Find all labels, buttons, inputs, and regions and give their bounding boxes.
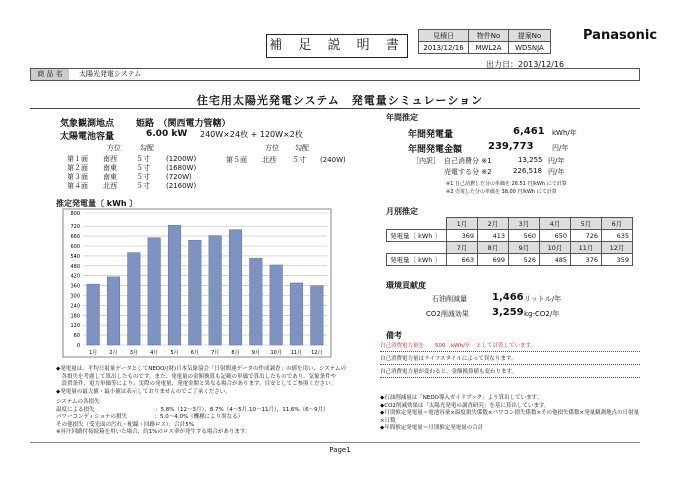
capacity-value: 6.00 kW xyxy=(146,129,188,139)
x-tick-label: 9月 xyxy=(251,350,260,356)
chart-title: 推定発電量〔 kWh 〕 xyxy=(56,199,138,208)
oil-unit: リットル/年 xyxy=(524,295,562,303)
sell-unit: 円/年 xyxy=(548,168,565,176)
co2-label: CO2削減効果 xyxy=(426,310,469,318)
y-tick-label: 180 xyxy=(70,313,80,320)
meta-value: MWL2A xyxy=(469,42,509,54)
meta-value: WDSNJA xyxy=(509,42,551,54)
y-tick-label: 240 xyxy=(70,303,80,310)
bar xyxy=(107,277,120,345)
x-tick-label: 3月 xyxy=(129,350,138,356)
bar xyxy=(128,253,141,345)
oil-value: 1,466 xyxy=(492,292,524,303)
meta-header: 物件No xyxy=(469,30,509,42)
remark-line: 自己消費電力量を 500 kWh/年 として計算しています。 xyxy=(380,340,640,352)
x-tick-label: 12月 xyxy=(311,350,323,356)
remarks-section-title: 備考 xyxy=(386,331,402,340)
annual-gen-unit: kWh/年 xyxy=(552,129,577,137)
product-row xyxy=(30,68,640,81)
breakdown-label: ［内訳］ xyxy=(412,157,440,165)
y-tick-label: 600 xyxy=(70,244,80,250)
meta-value: 2013/12/16 xyxy=(419,42,469,54)
footer-divider xyxy=(30,442,640,443)
face-row: 第２面 南東 ５寸 (1680W) xyxy=(67,164,197,172)
product-value: 太陽光発電システム xyxy=(79,70,142,78)
co2-value: 3,259 xyxy=(492,307,524,318)
co2-unit: kg-CO2/年 xyxy=(524,310,560,318)
face-row: 第３面 南東 ５寸 (720W) xyxy=(67,173,192,181)
annual-money-unit: 円/年 xyxy=(552,144,569,152)
meta-header: 提案No xyxy=(509,30,551,42)
y-tick-label: 420 xyxy=(70,273,80,280)
annual-money-label: 年間発電金額 xyxy=(408,145,463,155)
y-tick-label: 300 xyxy=(70,293,80,300)
bar xyxy=(148,238,161,345)
annual-gen-value: 6,461 xyxy=(513,126,545,137)
env-section-title: 環境貢献度 xyxy=(386,281,426,290)
bar xyxy=(209,236,222,345)
footnotes-left: ◆発電量は、平均日射量データとしてNEDO/(財)日本気象協会「日射関連データの作成調査」の値を用い、システムの 各損失を考慮して算出したものです。また、発電量の金額換算も記載の単価で算出したものであり、気象条件や 設置条件、電力単価等により、実際の発電量、発電金額と異なる場合があります。目安としてご参照ください。 ◆発電量の最大値・最小値は表示しておりませんのでご了承ください。 システムの各損失 温度による損失 ：5.8%（12〜3月），8.7%（4〜5月,10〜11月），11.6%（6〜9月） パワーコンディショナの損失 ：5.0〜4.0%（機種により異なる） その他損失（受光面の汚れ・配線・回路ロス）：合計5% ※昇圧回路付接続箱を用いた場合、約1%のロス率が発生する場合があります。 xyxy=(56,366,346,435)
remark-line: 自己消費電力量はライフスタイルによって異なります。 xyxy=(380,353,640,365)
page-number: Page1 xyxy=(329,446,351,454)
row-label: 発電量〔 kWh 〕 xyxy=(387,230,447,242)
bar xyxy=(229,230,242,345)
capacity-detail: 240W×24枚 + 120W×2枚 xyxy=(200,130,303,139)
station-value: 姫路 （関西電力管轄） xyxy=(136,119,231,129)
col-direction: 方位 xyxy=(265,144,279,152)
bar xyxy=(290,283,303,345)
annual-money-value: 239,773 xyxy=(488,141,534,152)
issue-date: 出力日：2013/12/16 xyxy=(486,60,565,69)
y-tick-label: 720 xyxy=(70,224,80,231)
face-row: 第４面 北西 ５寸 (2160W) xyxy=(67,182,197,190)
col-direction: 方位 xyxy=(107,144,121,152)
remark-line: 自己消費電力量が変わると、金額換算値も変わります。 xyxy=(380,366,640,378)
meta-table xyxy=(418,29,551,54)
x-tick-label: 8月 xyxy=(231,350,240,356)
product-label: 商 品 名 xyxy=(31,69,69,80)
bar xyxy=(270,265,283,345)
face-row: 第１面 南西 ５寸 (1200W) xyxy=(67,155,197,163)
face-row-5: 第５面 北西 ５寸 (240W) xyxy=(226,156,346,164)
y-tick-label: 540 xyxy=(70,253,80,260)
annual-section-title: 年間推定 xyxy=(386,113,418,122)
monthly-section-title: 月別推定 xyxy=(386,207,418,216)
annual-gen-label: 年間発電量 xyxy=(408,130,454,140)
x-tick-label: 2月 xyxy=(109,350,118,356)
bar xyxy=(311,286,324,345)
y-tick-label: 800 xyxy=(70,211,80,217)
y-tick-label: 120 xyxy=(70,323,80,330)
self-consumption-label: 自己消費分 ※1 xyxy=(444,157,492,165)
bar xyxy=(250,258,263,345)
bar xyxy=(87,284,100,345)
divider xyxy=(30,108,640,109)
unit-price-note-1: ※1 自己消費した分の単価を 26.51 円/kWh にて計算 xyxy=(446,181,567,187)
footnotes-right: ◆石油削減量は「NEDO導入ガイドブック」より算出しています。 ◆CO2削減効果は「太陽光発電の調査研究」を基に算出しています。 ◆月別推定発電量＝電池容量×温度損失係数×パワコン損失係数×その他損失係数×発量観測地点の日射量×日数 ◆年間推定発電量＝月別推定発電量の合計 xyxy=(380,395,640,431)
row-label: 発電量〔 kWh 〕 xyxy=(387,254,447,266)
x-tick-label: 5月 xyxy=(170,350,179,356)
brand-logo: Panasonic xyxy=(583,28,658,43)
col-slope: 勾配 xyxy=(140,144,154,152)
monthly-generation-chart xyxy=(55,207,340,365)
x-tick-label: 11月 xyxy=(290,350,303,356)
x-tick-label: 7月 xyxy=(211,350,220,356)
self-consumption-unit: 円/年 xyxy=(548,157,565,165)
capacity-label: 太陽電池容量 xyxy=(60,132,115,142)
main-title: 住宅用太陽光発電システム 発電量シミュレーション xyxy=(196,94,484,107)
y-tick-label: 60 xyxy=(73,333,80,340)
y-tick-label: 360 xyxy=(70,283,80,290)
sell-label: 売電する分 ※2 xyxy=(444,168,492,176)
document-title: 補 足 説 明 書 xyxy=(266,34,408,58)
monthly-table-a: 1月 2月 3月 4月 5月 6月 発電量〔 kWh 〕 369 413 560 650 726 635 7月 8月 9月 10月 11月 12月 発電量〔 kWh 〕 663 699 526 485 376 359 xyxy=(386,217,633,266)
y-tick-label: 660 xyxy=(70,234,80,241)
x-tick-label: 4月 xyxy=(150,350,159,356)
sell-value: 226,518 xyxy=(513,167,542,175)
unit-price-note-2: ※2 売電した分の単価を 38.00 円/kWh にて計算 xyxy=(446,189,557,195)
bar xyxy=(168,225,181,345)
station-label: 気象観測地点 xyxy=(60,119,115,129)
y-tick-label: 0 xyxy=(76,343,80,349)
y-tick-label: 480 xyxy=(70,263,80,270)
meta-header: 見積日 xyxy=(419,30,469,42)
self-consumption-value: 13,255 xyxy=(518,156,543,164)
face-list xyxy=(67,155,196,191)
x-tick-label: 10月 xyxy=(270,350,282,356)
col-slope: 勾配 xyxy=(295,144,309,152)
x-tick-label: 1月 xyxy=(89,350,98,356)
x-tick-label: 6月 xyxy=(190,350,199,356)
oil-label: 石油削減量 xyxy=(432,295,467,303)
bar xyxy=(189,240,202,345)
